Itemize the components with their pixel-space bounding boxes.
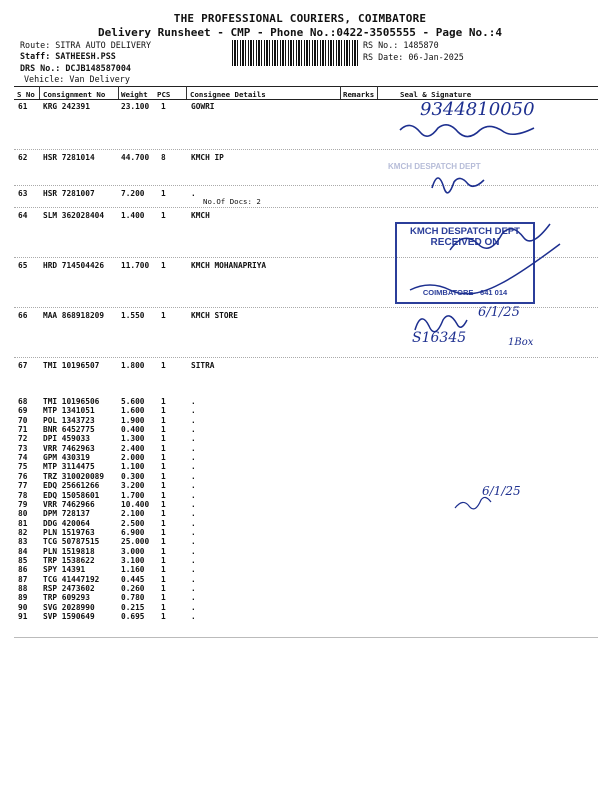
row-sno: 90: [18, 602, 28, 612]
row-weight: 7.200: [121, 189, 145, 198]
row-consignment-no: TMI 10196507: [43, 361, 100, 370]
row-consignee: KMCH STORE: [191, 311, 238, 320]
row-pcs: 1: [161, 443, 166, 453]
row-weight: 0.215: [121, 602, 145, 612]
row-sno: 84: [18, 546, 28, 556]
row-sno: 61: [18, 102, 28, 111]
row-sno: 70: [18, 415, 28, 425]
row-pcs: 1: [161, 311, 166, 320]
row-consignee: KMCH MOHANAPRIYA: [191, 261, 267, 270]
row-consignment-no: RSP 2473602: [43, 584, 95, 593]
row-weight: 2.000: [121, 453, 145, 463]
row-weight: 0.445: [121, 574, 145, 584]
row-consignment-no: SVG 2028990: [43, 602, 95, 612]
barcode: [232, 40, 360, 66]
row-pcs: 1: [161, 546, 166, 556]
row-consignment-no: SPY 14391: [43, 565, 86, 575]
row-sno: 88: [18, 584, 28, 593]
row-sno: 74: [18, 453, 28, 463]
row-sno: 77: [18, 481, 28, 491]
row-consignee: .: [191, 406, 196, 416]
route-label: Route: SITRA AUTO DELIVERY: [20, 40, 152, 50]
row-weight: 1.800: [121, 361, 145, 370]
row-sno: 64: [18, 211, 28, 220]
faint-stamp-text: KMCH DESPATCH DEPT: [388, 162, 481, 171]
row-weight: 1.300: [121, 434, 145, 444]
row-pcs: 1: [161, 574, 166, 584]
row-consignee: .: [191, 462, 196, 472]
row-pcs: 1: [161, 211, 166, 220]
col-separator: [118, 86, 119, 99]
row-weight: 1.600: [121, 406, 145, 416]
row-pcs: 1: [161, 602, 166, 612]
row-sno: 82: [18, 527, 28, 537]
row-consignment-no: TRZ 310020089: [43, 471, 105, 481]
row-pcs: 1: [161, 406, 166, 416]
row-consignment-no: KRG 242391: [43, 102, 90, 111]
row-sno: 71: [18, 425, 28, 435]
row-sno: 72: [18, 434, 28, 444]
row-sno: 91: [18, 612, 28, 622]
row-pcs: 1: [161, 102, 166, 111]
row-consignment-no: SLM 362028404: [43, 211, 105, 220]
row-sno: 89: [18, 593, 28, 603]
row-consignee: .: [191, 574, 196, 584]
row-consignee: .: [191, 509, 196, 519]
row-consignee: .: [191, 481, 196, 491]
col-separator: [39, 86, 40, 99]
row-consignment-no: VRR 7462963: [43, 443, 95, 453]
table-bottom-rule: [14, 637, 598, 638]
row-pcs: 1: [161, 612, 166, 622]
row-pcs: 1: [161, 490, 166, 500]
row-consignment-no: MAA 868918209: [43, 311, 105, 320]
row-pcs: 1: [161, 499, 166, 509]
row-sno: 78: [18, 490, 28, 500]
header-consignment: Consignment No: [43, 90, 106, 99]
row-consignee: SITRA: [191, 361, 215, 370]
row-consignment-no: TRP 1538622: [43, 555, 95, 565]
row-weight: 5.600: [121, 397, 145, 406]
row-weight: 3.000: [121, 546, 145, 556]
row-sno: 80: [18, 509, 28, 519]
row-consignee: .: [191, 434, 196, 444]
row-consignment-no: MTP 3114475: [43, 462, 95, 472]
row-sno: 76: [18, 471, 28, 481]
row-pcs: 1: [161, 453, 166, 463]
handwritten-date-row66: 6/1/25: [478, 305, 520, 320]
row-weight: 0.260: [121, 584, 145, 593]
row-consignment-no: DPI 459033: [43, 434, 90, 444]
company-title: THE PROFESSIONAL COURIERS, COIMBATORE: [173, 12, 427, 25]
row-consignment-no: DDG 420064: [43, 518, 90, 528]
row-pcs: 1: [161, 434, 166, 444]
row-weight: 23.100: [121, 102, 150, 111]
row-sno: 63: [18, 189, 28, 198]
row-weight: 1.550: [121, 311, 145, 320]
stamp-line-1: KMCH DESPATCH DEPT: [410, 226, 520, 237]
row-pcs: 1: [161, 397, 166, 406]
stamp-line-3: COIMBATORE - 641 014: [422, 288, 508, 297]
row-sno: 66: [18, 311, 28, 320]
drs-number: DRS No.: DCJB148587004: [20, 63, 131, 73]
row-sno: 62: [18, 153, 28, 162]
row-consignment-no: TCG 41447192: [43, 574, 100, 584]
row-consignee: .: [191, 602, 196, 612]
row-consignment-no: HRD 714504426: [43, 261, 105, 270]
row-weight: 1.700: [121, 490, 145, 500]
signature-row65: [410, 244, 560, 294]
row-consignee: GOWRI: [191, 102, 215, 111]
row-consignee: .: [191, 546, 196, 556]
row-consignee: .: [191, 453, 196, 463]
row-weight: 3.100: [121, 555, 145, 565]
row-sno: 81: [18, 518, 28, 528]
row-sno: 83: [18, 537, 28, 547]
signature-row64: [450, 224, 550, 250]
header-consignee: Consignee Details: [190, 90, 266, 99]
row-consignment-no: BNR 6452775: [43, 425, 95, 435]
row-sno: 79: [18, 499, 28, 509]
row-consignment-no: VRR 7462966: [43, 499, 95, 509]
col-separator: [377, 86, 378, 99]
row-pcs: 1: [161, 471, 166, 481]
row-pcs: 1: [161, 481, 166, 491]
row-consignee: .: [191, 397, 196, 406]
row-weight: 0.400: [121, 425, 145, 435]
row-consignment-no: HSR 7281014: [43, 153, 95, 162]
signature-row63: [432, 178, 484, 193]
row-weight: 0.695: [121, 612, 145, 622]
header-pcs: PCS: [157, 90, 171, 99]
rs-number: RS No.: 1485870: [363, 40, 439, 50]
header-seal-signature: Seal & Signature: [400, 90, 472, 99]
row-sno: 68: [18, 397, 28, 406]
row-pcs: 1: [161, 537, 166, 547]
row-pcs: 1: [161, 593, 166, 603]
handwritten-date-row79: 6/1/25: [482, 484, 521, 498]
row-weight: 10.400: [121, 499, 150, 509]
header-sno: S No: [17, 90, 35, 99]
row-separator: [14, 357, 598, 358]
row-consignee: .: [191, 518, 196, 528]
row-weight: 11.700: [121, 261, 150, 270]
row-pcs: 1: [161, 565, 166, 575]
row-weight: 1.160: [121, 565, 145, 575]
row-consignment-no: POL 1343723: [43, 415, 95, 425]
staff-label: Staff: SATHEESH.PSS: [20, 51, 116, 61]
row-consignee: .: [191, 425, 196, 435]
row-pcs: 1: [161, 415, 166, 425]
row-sno: 85: [18, 555, 28, 565]
signature-row79-stroke: [455, 497, 491, 508]
row-consignment-no: PLN 1519763: [43, 527, 95, 537]
row-consignment-no: GPM 430319: [43, 453, 90, 463]
handwritten-boxes-row66: 1Box: [508, 337, 534, 348]
row-pcs: 1: [161, 425, 166, 435]
col-separator: [186, 86, 187, 99]
row-pcs: 1: [161, 584, 166, 593]
row-consignment-no: EDQ 15058601: [43, 490, 100, 500]
row-consignment-no: DPM 728137: [43, 509, 90, 519]
row-weight: 0.300: [121, 471, 145, 481]
row-consignee: .: [191, 443, 196, 453]
row-weight: 2.100: [121, 509, 145, 519]
row-consignee: KMCH: [191, 211, 210, 220]
runsheet-subtitle: Delivery Runsheet - CMP - Phone No.:0422-3505555 - Page No.:4: [98, 26, 502, 39]
row-pcs: 1: [161, 261, 166, 270]
row-weight: 1.900: [121, 415, 145, 425]
handwritten-signatures: [380, 100, 580, 310]
row-consignee: .: [191, 593, 196, 603]
row-sno: 69: [18, 406, 28, 416]
rs-date: RS Date: 06-Jan-2025: [363, 52, 464, 62]
row-consignment-no: MTP 1341051: [43, 406, 95, 416]
row-pcs: 1: [161, 462, 166, 472]
row-consignee: .: [191, 415, 196, 425]
row-pcs: 1: [161, 518, 166, 528]
col-separator: [340, 86, 341, 99]
row-consignee: .: [191, 537, 196, 547]
row-pcs: 1: [161, 555, 166, 565]
row-consignee: .: [191, 527, 196, 537]
row-consignee: KMCH IP: [191, 153, 224, 162]
row-weight: 2.500: [121, 518, 145, 528]
table-header-top-rule: [14, 86, 598, 87]
handwritten-phone-number: 9344810050: [420, 99, 535, 120]
row-pcs: 1: [161, 189, 166, 198]
row-weight: 25.000: [121, 537, 150, 547]
row-consignee: .: [191, 565, 196, 575]
row-sno: 65: [18, 261, 28, 270]
vehicle-label: Vehicle: Van Delivery: [24, 74, 130, 84]
row-weight: 6.900: [121, 527, 145, 537]
row-sno: 67: [18, 361, 28, 370]
docs-count-note: No.Of Docs: 2: [203, 197, 261, 206]
row-consignee: .: [191, 490, 196, 500]
row-weight: 44.700: [121, 153, 150, 162]
row-consignment-no: TRP 609293: [43, 593, 90, 603]
row-pcs: 1: [161, 527, 166, 537]
row-consignment-no: TCG 50787515: [43, 537, 100, 547]
row-consignee: .: [191, 471, 196, 481]
row-pcs: 1: [161, 509, 166, 519]
row-sno: 87: [18, 574, 28, 584]
row-weight: 3.200: [121, 481, 145, 491]
row-consignment-no: PLN 1519818: [43, 546, 95, 556]
row-pcs: 1: [161, 361, 166, 370]
handwritten-code-row66: S16345: [412, 330, 467, 346]
signature-row61: [400, 125, 534, 137]
row-consignment-no: EDQ 25661266: [43, 481, 100, 491]
row-consignee: .: [191, 612, 196, 622]
row-weight: 1.400: [121, 211, 145, 220]
header-weight: Weight: [121, 90, 148, 99]
row-sno: 75: [18, 462, 28, 472]
row-consignment-no: HSR 7281007: [43, 189, 95, 198]
row-sno: 86: [18, 565, 28, 575]
row-weight: 2.400: [121, 443, 145, 453]
row-weight: 1.100: [121, 462, 145, 472]
row-consignment-no: TMI 10196506: [43, 397, 100, 406]
row-weight: 0.780: [121, 593, 145, 603]
row-sno: 73: [18, 443, 28, 453]
row-consignment-no: SVP 1590649: [43, 612, 95, 622]
row-consignee: .: [191, 189, 196, 198]
row-consignee: .: [191, 584, 196, 593]
row-pcs: 8: [161, 153, 166, 162]
stamp-line-2: RECEIVED ON: [430, 237, 500, 248]
header-remarks: Remarks: [343, 90, 375, 99]
row-consignee: .: [191, 555, 196, 565]
row-consignee: .: [191, 499, 196, 509]
